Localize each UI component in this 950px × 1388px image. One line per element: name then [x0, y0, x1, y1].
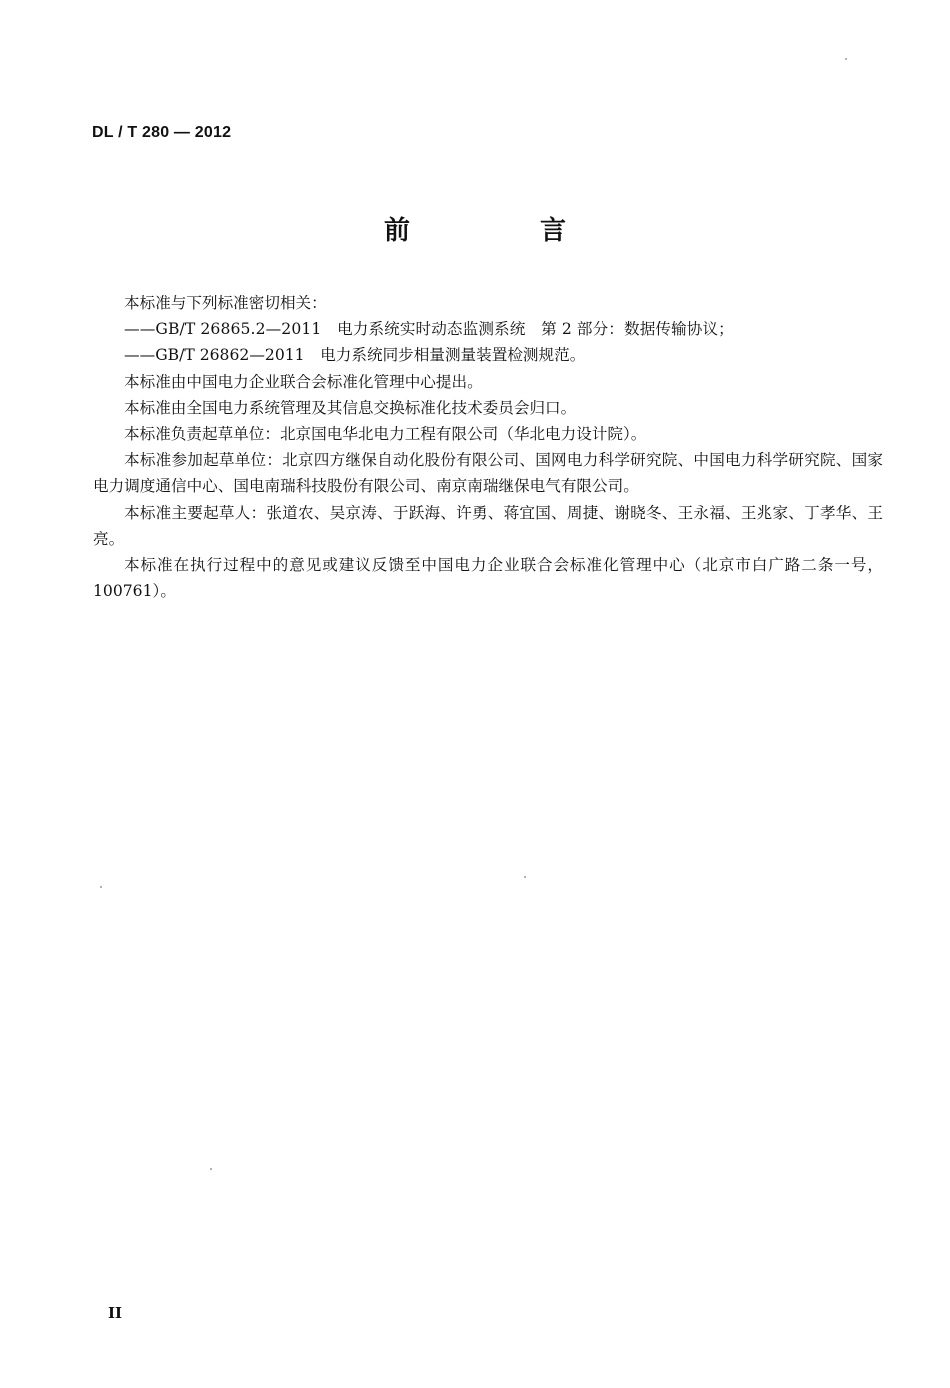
- paragraph-lead-drafter: 本标准负责起草单位：北京国电华北电力工程有限公司（华北电力设计院）。: [124, 425, 647, 444]
- paragraph-proposed-by: 本标准由中国电力企业联合会标准化管理中心提出。: [124, 372, 483, 391]
- paragraph-feedback: 本标准在执行过程中的意见或建议反馈至中国电力企业联合会标准化管理中心（北京市白广路二条一号，100761）。: [93, 556, 883, 601]
- paragraph-related-standard-2: ——GB/T 26862—2011 电力系统同步相量测量装置检测规范。: [124, 346, 586, 365]
- standard-code: DL / T 280 — 2012: [92, 124, 232, 141]
- paragraph-administered-by: 本标准由全国电力系统管理及其信息交换标准化技术委员会归口。: [124, 398, 577, 417]
- paragraph-related-standard-1: ——GB/T 26865.2—2011 电力系统实时动态监测系统 第 2 部分：数据传输协议；: [124, 320, 734, 339]
- page-title: 前 言: [383, 216, 618, 246]
- paragraph-participating-drafters: 本标准参加起草单位：北京四方继保自动化股份有限公司、国网电力科学研究院、中国电力科学研究院、国家电力调度通信中心、国电南瑞科技股份有限公司、南京南瑞继保电气有限公司。: [93, 451, 883, 496]
- paragraph-main-drafters: 本标准主要起草人：张道农、吴京涛、于跃海、许勇、蒋宜国、周捷、谢晓冬、王永福、王兆家、丁孝华、王亮。: [93, 503, 883, 548]
- scan-speck: [845, 58, 847, 60]
- paragraph-related-standards: 本标准与下列标准密切相关：: [124, 294, 327, 312]
- page-number: II: [108, 1304, 123, 1322]
- scan-speck: [524, 876, 526, 878]
- scan-speck: [210, 1168, 212, 1170]
- scan-speck: [100, 886, 102, 888]
- foreword-body: [93, 290, 883, 604]
